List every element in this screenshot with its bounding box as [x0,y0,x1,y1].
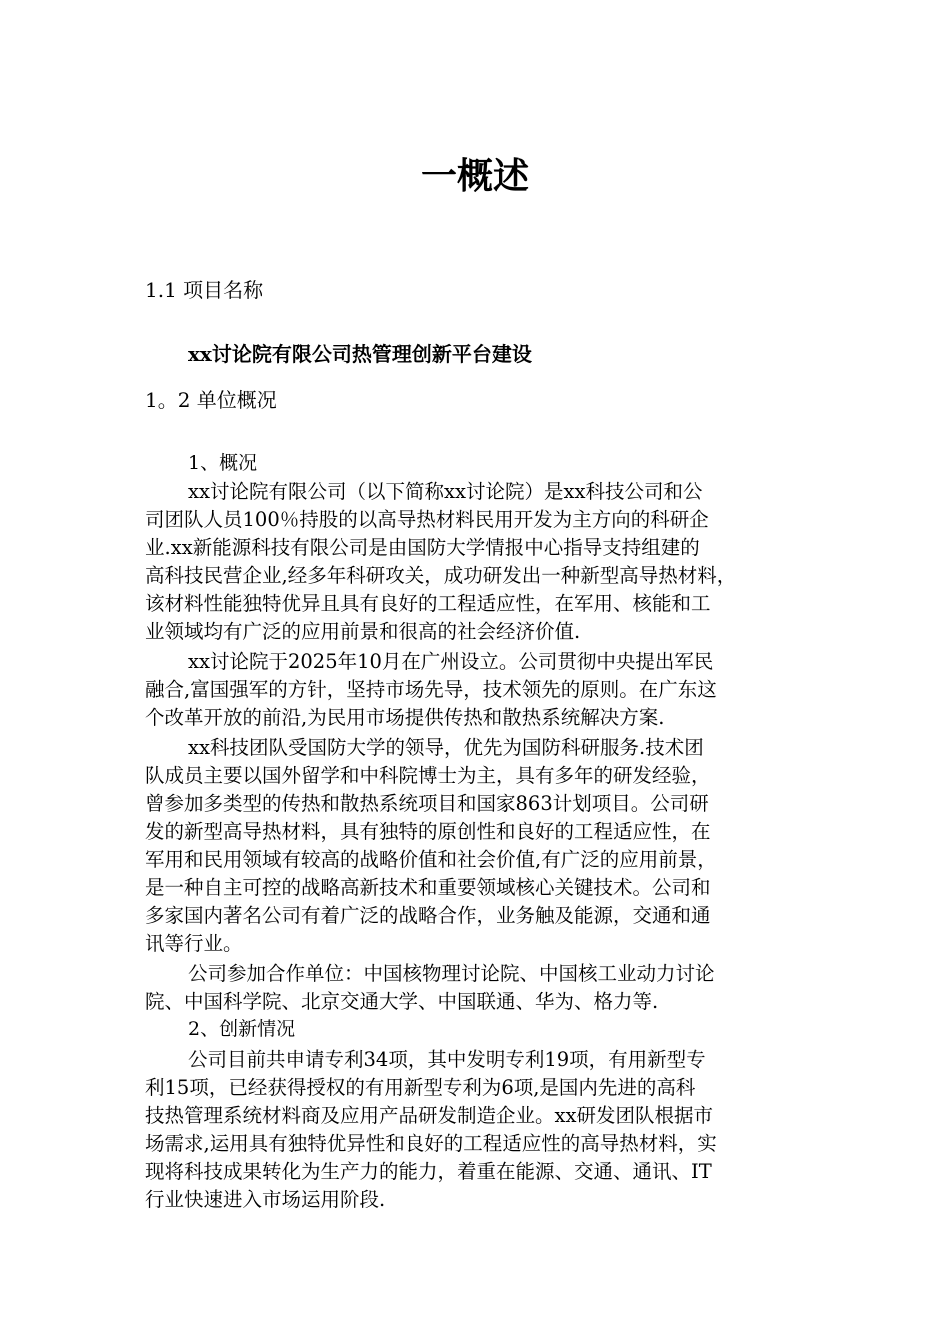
paragraph-line: 曾参加多类型的传热和散热系统项目和国家863计划项目。公司研 [145,792,709,815]
paragraph-line: 院、中国科学院、北京交通大学、中国联通、华为、格力等. [145,990,659,1013]
paragraph-line: 军用和民用领域有较高的战略价值和社会价值,有广泛的应用前景， [145,848,717,871]
paragraph-line: xx科技团队受国防大学的领导，优先为国防科研服务.技术团 [188,736,704,759]
paragraph-line: 多家国内著名公司有着广泛的战略合作，业务触及能源，交通和通 [145,904,711,927]
paragraph-line: 是一种自主可控的战略高新技术和重要领域核心关键技术。公司和 [145,876,711,899]
paragraph-line: 融合,富国强军的方针，坚持市场先导，技术领先的原则。在广东这 [145,678,717,701]
subheading-innovation: 2、创新情况 [188,1018,296,1040]
paragraph-line: 高科技民营企业,经多年科研攻关，成功研发出一种新型高导热材料， [145,564,737,587]
page-title: 一概述 [420,156,529,197]
paragraph-line: xx讨论院于2025年10月在广州设立。公司贯彻中央提出军民 [188,650,714,673]
paragraph-line: 行业快速进入市场运用阶段. [145,1188,386,1211]
paragraph-line: 技热管理系统材料商及应用产品研发制造企业。xx研发团队根据市 [145,1104,713,1127]
paragraph-line: 场需求,运用具有独特优异性和良好的工程适应性的高导热材料，实 [145,1132,717,1155]
subheading-overview: 1、概况 [188,452,258,474]
section-heading-project-name: 1.1 项目名称 [145,278,264,302]
paragraph-line: 公司目前共申请专利34项，其中发明专利19项，有用新型专 [188,1048,706,1071]
paragraph-line: 该材料性能独特优异且具有良好的工程适应性，在军用、核能和工 [145,592,711,615]
paragraph-line: xx讨论院有限公司（以下简称xx讨论院）是xx科技公司和公 [188,480,703,503]
paragraph-line: 公司参加合作单位：中国核物理讨论院、中国核工业动力讨论 [188,962,715,985]
section-heading-unit-overview: 1。2 单位概况 [145,388,277,412]
paragraph-line: 队成员主要以国外留学和中科院博士为主，具有多年的研发经验， [145,764,711,787]
paragraph-line: 司团队人员100％持股的以高导热材料民用开发为主方向的科研企 [145,508,709,531]
paragraph-line: 业领域均有广泛的应用前景和很高的社会经济价值. [145,620,581,643]
paragraph-line: 业.xx新能源科技有限公司是由国防大学情报中心指导支持组建的 [145,536,700,559]
project-name: xx讨论院有限公司热管理创新平台建设 [188,342,532,366]
paragraph-line: 讯等行业。 [145,932,243,955]
paragraph-line: 利15项，已经获得授权的有用新型专利为6项,是国内先进的高科 [145,1076,696,1099]
paragraph-line: 发的新型高导热材料，具有独特的原创性和良好的工程适应性，在 [145,820,711,843]
paragraph-line: 现将科技成果转化为生产力的能力，着重在能源、交通、通讯、IT [145,1160,712,1183]
paragraph-line: 个改革开放的前沿,为民用市场提供传热和散热系统解决方案. [145,706,665,729]
